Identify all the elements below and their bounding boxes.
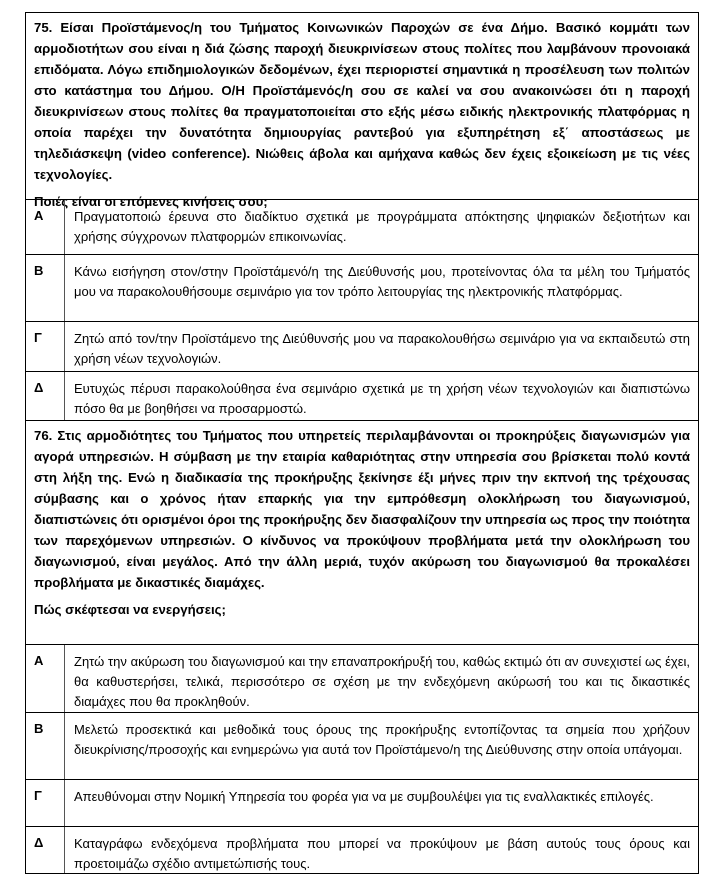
- questions-table: [25, 12, 699, 874]
- question-prompt: Πώς σκέφτεσαι να ενεργήσεις;: [34, 602, 226, 617]
- option-text: Ευτυχώς πέρυσι παρακολούθησα ένα σεμινάριο σχετικά με τη χρήση νέων τεχνολογιών και διαπιστώνω πόσο θα με βοηθήσει να προσαρμοστώ.: [74, 381, 690, 416]
- option-letter: Β: [26, 255, 65, 321]
- option-letter: Δ: [26, 827, 65, 873]
- option-row[interactable]: [26, 645, 698, 713]
- option-letter: Γ: [26, 780, 65, 826]
- question-prompt: Ποιές είναι οι επόμενες κινήσεις σου;: [34, 194, 268, 209]
- option-text: Απευθύνομαι στην Νομική Υπηρεσία του φορέα για να με συμβουλέψει για τις εναλλακτικές επιλογές.: [74, 789, 654, 804]
- option-row[interactable]: [26, 827, 698, 874]
- question-75: [26, 13, 698, 209]
- option-letter: Δ: [26, 372, 65, 420]
- option-row[interactable]: [26, 255, 698, 322]
- option-row[interactable]: [26, 322, 698, 372]
- option-text: Μελετώ προσεκτικά και μεθοδικά τους όρους της προκήρυξης εντοπίζοντας τα σημεία που χρήζουν διευκρίνισης/προσοχής και ενημερώνω για αυτά τον Προϊστάμενο/η της Διεύθυνσης στην οποία υπάγομαι.: [74, 722, 690, 757]
- option-letter: Α: [26, 645, 65, 712]
- option-text: Πραγματοποιώ έρευνα στο διαδίκτυο σχετικά με προγράμματα απόκτησης ψηφιακών δεξιοτήτων και χρήσης σύγχρονων πλατφορμών επικοινωνίας.: [74, 209, 690, 244]
- option-letter: Α: [26, 200, 65, 254]
- question-stem: 76. Στις αρμοδιότητες του Τμήματος που υπηρετείς περιλαμβάνονται οι προκηρύξεις διαγωνισμών για αγορά υπηρεσιών. Η σύμβαση με την εταιρία καθαριότητας στην υπηρεσία σου βρίσκεται πολύ κοντά στη λήξη της. Ενώ η διαδικασία της προκήρυξης ξεκίνησε έξι μήνες πριν την εκπνοή της τρέχουσας σύμβασης και ο χρόνος ήταν επαρκής για την εμπρόθεσμη ολοκλήρωση του διαγωνισμού, διαπιστώνεις ότι ορισμένοι όροι της προκήρυξης δεν διασφαλίζουν την υπηρεσία ως προς την ποιότητα των παρεχόμενων υπηρεσιών. Ο κίνδυνος να προκύψουν προβλήματα μετά την ολοκλήρωση του διαγωνισμού, είναι μεγάλος. Από την άλλη μεριά, τυχόν ακύρωση του διαγωνισμού θα προκαλέσει προβλήματα με δικαστικές διαμάχες.: [34, 428, 691, 590]
- option-text: Ζητώ από τον/την Προϊστάμενο της Διεύθυνσής μου να παρακολουθήσω σεμινάριο για να εκπαιδευτώ στη χρήση νέων τεχνολογιών.: [74, 331, 690, 366]
- option-row[interactable]: [26, 372, 698, 421]
- option-text: Καταγράφω ενδεχόμενα προβλήματα που μπορεί να προκύψουν με βάση αυτούς τους όρους και προετοιμάζω σχέδιο αντιμετώπισής τους.: [74, 836, 690, 871]
- option-row[interactable]: [26, 780, 698, 827]
- option-row[interactable]: [26, 713, 698, 780]
- question-76: [26, 421, 698, 645]
- question-stem: 75. Είσαι Προϊστάμενος/η του Τμήματος Κοινωνικών Παροχών σε ένα Δήμο. Βασικό κομμάτι των αρμοδιοτήτων σου είναι η διά ζώσης παροχή διευκρινίσεων στους πολίτες που λαμβάνουν προνοιακά επιδόματα. Λόγω επιδημιολογικών δεδομένων, έχει περιοριστεί σημαντικά η προσέλευση των πολιτών στο κατάστημα του Δήμου. Ο/Η Προϊστάμενός/η σου σε καλεί να σου ανακοινώσει ότι η παροχή διευκρινίσεων στους πολίτες θα πραγματοποιείται στο εξής μέσω ειδικής ηλεκτρονικής πλατφόρμας η οποία παρέχει την δυνατότητα δημιουργίας ραντεβού για εξυπηρέτηση εξ΄ αποστάσεως με τηλεδιάσκεψη (video conference). Νιώθεις άβολα και αμήχανα καθώς δεν έχεις εξοικείωση με τις νέες τεχνολογίες.: [34, 20, 690, 182]
- option-text: Ζητώ την ακύρωση του διαγωνισμού και την επαναπροκήρυξή του, καθώς εκτιμώ ότι αν συνεχιστεί ως έχει, θα καθυστερήσει, τελικά, περισσότερο σε σχέση με την ενδεχόμενη ακύρωσή του και τις δικαστικές διαμάχες που θα προκληθούν.: [74, 654, 690, 709]
- option-row[interactable]: [26, 200, 698, 255]
- option-text: Κάνω εισήγηση στον/στην Προϊστάμενό/η της Διεύθυνσής μου, προτείνοντας όλα τα μέλη του Τμήματός μου να παρακολουθήσουμε σεμινάριο για τον τρόπο λειτουργίας της ηλεκτρονικής πλατφόρμας.: [74, 264, 690, 299]
- option-letter: Γ: [26, 322, 65, 371]
- option-letter: Β: [26, 713, 65, 779]
